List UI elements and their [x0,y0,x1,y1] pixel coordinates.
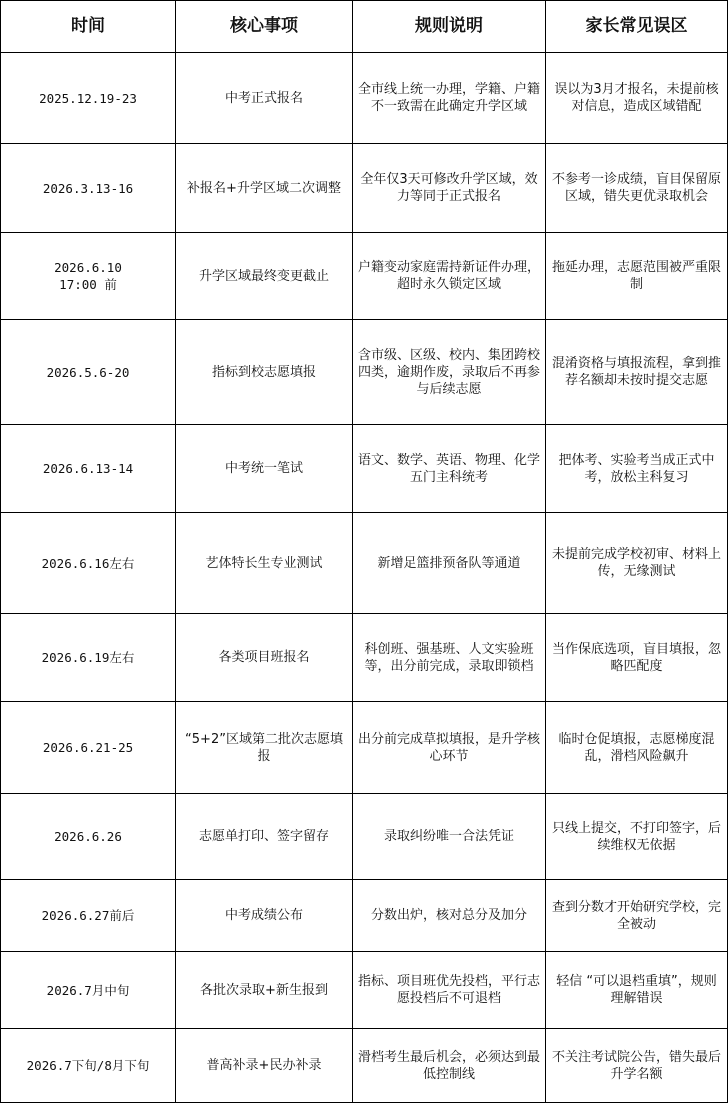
time-cell: 2026.6.26 [1,794,176,880]
item-cell: 艺体特长生专业测试 [176,513,353,614]
time-cell: 2026.3.13-16 [1,144,176,233]
mistake-cell: 把体考、实验考当成正式中考，放松主科复习 [546,425,728,513]
table-row [1,614,728,702]
table-row [1,880,728,952]
item-cell: 升学区域最终变更截止 [176,233,353,320]
item-cell: 中考正式报名 [176,53,353,144]
item-cell: 指标到校志愿填报 [176,320,353,425]
header-rule: 规则说明 [353,1,546,53]
mistake-cell: 查到分数才开始研究学校，完全被动 [546,880,728,952]
rule-cell: 指标、项目班优先投档，平行志愿投档后不可退档 [353,952,546,1029]
time-cell: 2026.5.6-20 [1,320,176,425]
table-row [1,320,728,425]
item-cell: “5+2”区域第二批次志愿填报 [176,702,353,794]
table-row [1,1029,728,1103]
rule-cell: 语文、数学、英语、物理、化学五门主科统考 [353,425,546,513]
mistake-cell: 当作保底选项，盲目填报，忽略匹配度 [546,614,728,702]
mistake-cell: 不参考一诊成绩，盲目保留原区域，错失更优录取机会 [546,144,728,233]
rule-cell: 分数出炉，核对总分及加分 [353,880,546,952]
table-row [1,144,728,233]
mistake-cell: 拖延办理，志愿范围被严重限制 [546,233,728,320]
rule-cell: 滑档考生最后机会，必须达到最低控制线 [353,1029,546,1103]
table-row [1,233,728,320]
time-cell: 2026.6.10 17:00 前 [1,233,176,320]
item-cell: 各类项目班报名 [176,614,353,702]
rule-cell: 全年仅3天可修改升学区域，效力等同于正式报名 [353,144,546,233]
table-row [1,513,728,614]
table-row [1,702,728,794]
item-cell: 中考成绩公布 [176,880,353,952]
rule-cell: 户籍变动家庭需持新证件办理，超时永久锁定区域 [353,233,546,320]
time-cell: 2026.6.16左右 [1,513,176,614]
time-cell: 2026.7下旬/8月下旬 [1,1029,176,1103]
table-row [1,794,728,880]
table-body [1,53,728,1103]
item-cell: 志愿单打印、签字留存 [176,794,353,880]
rule-cell: 新增足篮排预备队等通道 [353,513,546,614]
rule-cell: 含市级、区级、校内、集团跨校四类，逾期作废，录取后不再参与后续志愿 [353,320,546,425]
item-cell: 补报名+升学区域二次调整 [176,144,353,233]
rule-cell: 录取纠纷唯一合法凭证 [353,794,546,880]
table-row [1,952,728,1029]
time-cell: 2026.7月中旬 [1,952,176,1029]
time-cell: 2026.6.21-25 [1,702,176,794]
header-time: 时间 [1,1,176,53]
table-row [1,425,728,513]
header-item: 核心事项 [176,1,353,53]
item-cell: 普高补录+民办补录 [176,1029,353,1103]
header-mistake: 家长常见误区 [546,1,728,53]
time-cell: 2026.6.27前后 [1,880,176,952]
mistake-cell: 只线上提交，不打印签字，后续维权无依据 [546,794,728,880]
mistake-cell: 误以为3月才报名，未提前核对信息，造成区域错配 [546,53,728,144]
mistake-cell: 未提前完成学校初审、材料上传，无缘测试 [546,513,728,614]
item-cell: 各批次录取+新生报到 [176,952,353,1029]
time-cell: 2026.6.19左右 [1,614,176,702]
table-row [1,53,728,144]
mistake-cell: 轻信 “可以退档重填”，规则理解错误 [546,952,728,1029]
mistake-cell: 临时仓促填报，志愿梯度混乱，滑档风险飙升 [546,702,728,794]
item-cell: 中考统一笔试 [176,425,353,513]
rule-cell: 科创班、强基班、人文实验班等，出分前完成，录取即锁档 [353,614,546,702]
time-cell: 2025.12.19-23 [1,53,176,144]
mistake-cell: 不关注考试院公告，错失最后升学名额 [546,1029,728,1103]
rule-cell: 全市线上统一办理，学籍、户籍不一致需在此确定升学区域 [353,53,546,144]
time-cell: 2026.6.13-14 [1,425,176,513]
mistake-cell: 混淆资格与填报流程，拿到推荐名额却未按时提交志愿 [546,320,728,425]
header-row [1,1,728,53]
rule-cell: 出分前完成草拟填报，是升学核心环节 [353,702,546,794]
